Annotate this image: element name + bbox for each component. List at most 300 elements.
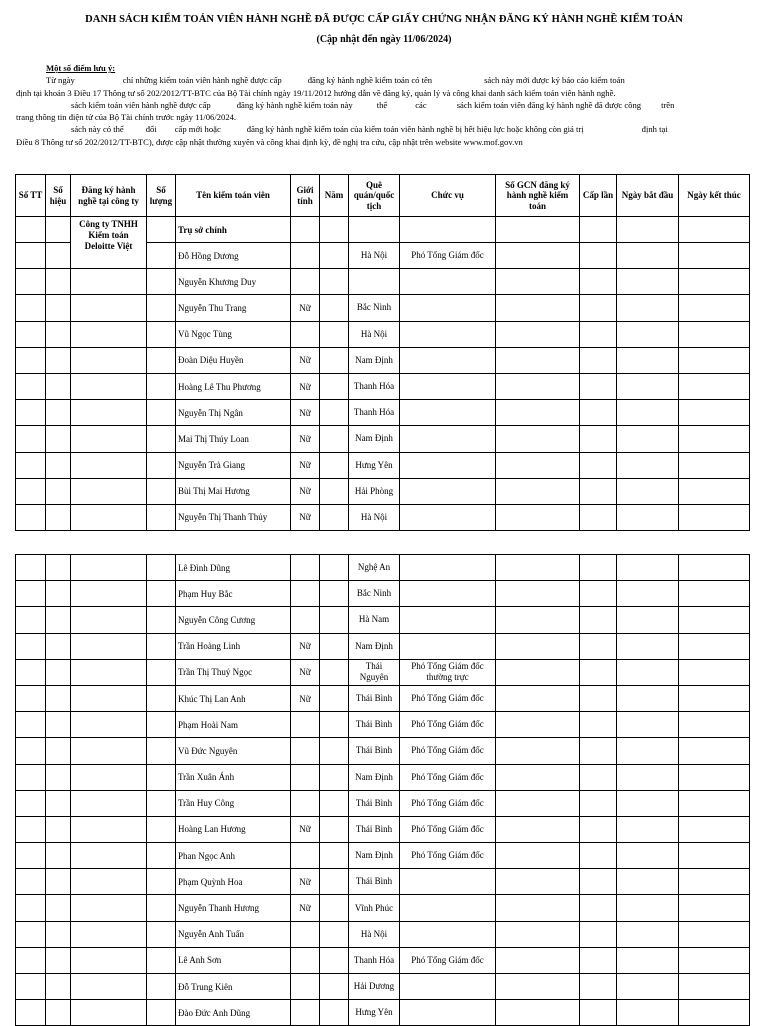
- note-text: đăng ký hành nghề kiểm toán này: [236, 99, 353, 110]
- cell-ten: Trần Thị Thuý Ngọc: [176, 659, 291, 685]
- cell-sogcn: [496, 974, 580, 1000]
- table-cell: [617, 217, 679, 243]
- table-row: [16, 764, 750, 790]
- cell-chucvu: [400, 869, 496, 895]
- cell-nam: [320, 321, 349, 347]
- note-text: Từ ngày: [46, 75, 75, 86]
- cell-ten: Trần Xuân Ánh: [176, 764, 291, 790]
- cell-chucvu: [400, 633, 496, 659]
- cell-batdau: [617, 633, 679, 659]
- cell-que: Nam Định: [349, 347, 400, 373]
- cell-batdau: [617, 504, 679, 530]
- cell-dangky: [71, 452, 147, 478]
- cell-sohieu: [46, 790, 71, 816]
- cell-ketthuc: [679, 243, 750, 269]
- branch-label: Trụ sở chính: [176, 217, 291, 243]
- cell-gioitinh: Nữ: [291, 895, 320, 921]
- cell-caplan: [580, 607, 617, 633]
- cell-ten: Nguyễn Công Cương: [176, 607, 291, 633]
- table-cell: [147, 217, 176, 243]
- cell-batdau: [617, 426, 679, 452]
- table-row: [16, 895, 750, 921]
- cell-stt: [16, 921, 46, 947]
- cell-sogcn: [496, 400, 580, 426]
- cell-soluong: [147, 243, 176, 269]
- col-header-ketthuc: Ngày kết thúc: [679, 175, 750, 217]
- cell-stt: [16, 712, 46, 738]
- cell-que: Nam Định: [349, 764, 400, 790]
- cell-sohieu: [46, 869, 71, 895]
- note-line-5: [16, 123, 754, 135]
- cell-que: Thái Bình: [349, 790, 400, 816]
- col-header-soluong: Số lượng: [147, 175, 176, 217]
- note-text: sách này mới được ký báo cáo kiểm toán: [484, 75, 625, 86]
- cell-dangky: [71, 712, 147, 738]
- cell-ketthuc: [679, 504, 750, 530]
- cell-gioitinh: [291, 712, 320, 738]
- note-text: chỉ những kiểm toán viên hành nghề được cấp: [122, 75, 282, 86]
- cell-soluong: [147, 895, 176, 921]
- cell-stt: [16, 685, 46, 711]
- cell-sogcn: [496, 478, 580, 504]
- cell-soluong: [147, 426, 176, 452]
- cell-caplan: [580, 400, 617, 426]
- cell-gioitinh: [291, 764, 320, 790]
- cell-ten: Nguyễn Trà Giang: [176, 452, 291, 478]
- cell-gioitinh: Nữ: [291, 659, 320, 685]
- cell-stt: [16, 478, 46, 504]
- cell-stt: [16, 790, 46, 816]
- cell-gioitinh: [291, 738, 320, 764]
- col-header-caplan: Cấp lần: [580, 175, 617, 217]
- cell-dangky: [71, 607, 147, 633]
- note-text: cấp mới hoặc: [174, 124, 221, 135]
- cell-nam: [320, 295, 349, 321]
- cell-que: Nghệ An: [349, 555, 400, 581]
- cell-nam: [320, 738, 349, 764]
- col-header-ten: Tên kiểm toán viên: [176, 175, 291, 217]
- cell-nam: [320, 607, 349, 633]
- cell-sohieu: [46, 452, 71, 478]
- cell-caplan: [580, 974, 617, 1000]
- cell-stt: [16, 738, 46, 764]
- cell-ketthuc: [679, 478, 750, 504]
- note-text: đăng ký hành nghề kiểm toán có tên: [307, 75, 433, 86]
- cell-nam: [320, 347, 349, 373]
- cell-stt: [16, 581, 46, 607]
- cell-batdau: [617, 816, 679, 842]
- cell-stt: [16, 947, 46, 973]
- cell-nam: [320, 843, 349, 869]
- cell-soluong: [147, 738, 176, 764]
- cell-que: Hưng Yên: [349, 452, 400, 478]
- cell-nam: [320, 764, 349, 790]
- cell-que: Nam Định: [349, 426, 400, 452]
- cell-caplan: [580, 1000, 617, 1026]
- cell-dangky: [71, 426, 147, 452]
- cell-dangky: [71, 921, 147, 947]
- cell-chucvu: Phó Tổng Giám đốc: [400, 764, 496, 790]
- cell-ketthuc: [679, 685, 750, 711]
- cell-chucvu: Phó Tổng Giám đốc: [400, 738, 496, 764]
- cell-ten: Mai Thị Thúy Loan: [176, 426, 291, 452]
- cell-caplan: [580, 504, 617, 530]
- cell-soluong: [147, 790, 176, 816]
- cell-stt: [16, 269, 46, 295]
- cell-sohieu: [46, 321, 71, 347]
- cell-ketthuc: [679, 843, 750, 869]
- cell-gioitinh: [291, 947, 320, 973]
- note-text: định tại: [641, 124, 668, 135]
- cell-ketthuc: [679, 869, 750, 895]
- cell-sogcn: [496, 921, 580, 947]
- cell-ten: Nguyễn Thanh Hương: [176, 895, 291, 921]
- cell-gioitinh: [291, 921, 320, 947]
- cell-stt: [16, 400, 46, 426]
- cell-soluong: [147, 269, 176, 295]
- cell-ten: Phạm Huy Bắc: [176, 581, 291, 607]
- cell-sogcn: [496, 243, 580, 269]
- cell-que: Thái Nguyên: [349, 659, 400, 685]
- cell-chucvu: [400, 921, 496, 947]
- cell-chucvu: [400, 373, 496, 399]
- cell-caplan: [580, 947, 617, 973]
- cell-batdau: [617, 478, 679, 504]
- cell-sohieu: [46, 269, 71, 295]
- company-name: Công ty TNHH Kiểm toán Deloitte Việt: [71, 217, 147, 269]
- cell-ketthuc: [679, 1000, 750, 1026]
- cell-dangky: [71, 269, 147, 295]
- cell-batdau: [617, 555, 679, 581]
- cell-que: Thái Bình: [349, 685, 400, 711]
- cell-ketthuc: [679, 921, 750, 947]
- cell-chucvu: [400, 504, 496, 530]
- cell-soluong: [147, 321, 176, 347]
- cell-ketthuc: [679, 452, 750, 478]
- cell-batdau: [617, 921, 679, 947]
- cell-sogcn: [496, 504, 580, 530]
- cell-chucvu: Phó Tổng Giám đốc thường trực: [400, 659, 496, 685]
- cell-chucvu: [400, 555, 496, 581]
- table-row: [16, 843, 750, 869]
- table-row: [16, 400, 750, 426]
- cell-sohieu: [46, 581, 71, 607]
- cell-sohieu: [46, 895, 71, 921]
- cell-soluong: [147, 659, 176, 685]
- cell-batdau: [617, 974, 679, 1000]
- cell-ketthuc: [679, 347, 750, 373]
- cell-dangky: [71, 633, 147, 659]
- note-line-2: định tại khoản 3 Điều 17 Thông tư số 202/2012/TT-BTC của Bộ Tài chính ngày 19/11/2012 hướng dẫn về đăng ký, quản lý và công khai danh sách kiểm toán viên hành nghề.: [16, 87, 616, 98]
- notes-section: [16, 62, 754, 148]
- cell-dangky: [71, 555, 147, 581]
- table-row: [16, 373, 750, 399]
- cell-que: Hà Nội: [349, 921, 400, 947]
- cell-ten: Hoàng Lê Thu Phương: [176, 373, 291, 399]
- cell-batdau: [617, 712, 679, 738]
- cell-que: Vĩnh Phúc: [349, 895, 400, 921]
- cell-stt: [16, 895, 46, 921]
- cell-batdau: [617, 373, 679, 399]
- col-header-gioitinh: Giới tính: [291, 175, 320, 217]
- cell-nam: [320, 426, 349, 452]
- cell-stt: [16, 504, 46, 530]
- cell-caplan: [580, 921, 617, 947]
- table-row: [16, 321, 750, 347]
- cell-sohieu: [46, 974, 71, 1000]
- cell-batdau: [617, 269, 679, 295]
- auditor-table-1: [15, 174, 750, 531]
- table-cell: [320, 217, 349, 243]
- cell-que: Hà Nội: [349, 504, 400, 530]
- cell-soluong: [147, 921, 176, 947]
- cell-sogcn: [496, 347, 580, 373]
- cell-nam: [320, 659, 349, 685]
- cell-sogcn: [496, 869, 580, 895]
- cell-sohieu: [46, 685, 71, 711]
- cell-sohieu: [46, 295, 71, 321]
- cell-soluong: [147, 400, 176, 426]
- cell-stt: [16, 764, 46, 790]
- cell-sogcn: [496, 321, 580, 347]
- cell-chucvu: [400, 581, 496, 607]
- col-header-stt: Số TT: [16, 175, 46, 217]
- cell-chucvu: [400, 347, 496, 373]
- cell-nam: [320, 712, 349, 738]
- table-cell: [349, 217, 400, 243]
- cell-ketthuc: [679, 790, 750, 816]
- cell-stt: [16, 659, 46, 685]
- col-header-dangky: Đăng ký hành nghề tại công ty: [71, 175, 147, 217]
- cell-dangky: [71, 974, 147, 1000]
- cell-stt: [16, 347, 46, 373]
- cell-sohieu: [46, 816, 71, 842]
- cell-sohieu: [46, 400, 71, 426]
- cell-dangky: [71, 373, 147, 399]
- cell-ten: Vũ Đức Nguyên: [176, 738, 291, 764]
- cell-nam: [320, 790, 349, 816]
- cell-sogcn: [496, 452, 580, 478]
- cell-stt: [16, 555, 46, 581]
- cell-batdau: [617, 295, 679, 321]
- page-subtitle: (Cập nhật đến ngày 11/06/2024): [316, 34, 452, 45]
- cell-ketthuc: [679, 269, 750, 295]
- cell-dangky: [71, 685, 147, 711]
- page-title: DANH SÁCH KIỂM TOÁN VIÊN HÀNH NGHỀ ĐÃ ĐƯỢC CẤP GIẤY CHỨNG NHẬN ĐĂNG KÝ HÀNH NGHỀ KIỂM TOÁN: [85, 14, 683, 25]
- cell-ten: Đỗ Hồng Dương: [176, 243, 291, 269]
- note-line-3: [16, 99, 754, 111]
- cell-que: Bắc Ninh: [349, 295, 400, 321]
- cell-nam: [320, 504, 349, 530]
- cell-soluong: [147, 452, 176, 478]
- cell-ketthuc: [679, 659, 750, 685]
- cell-nam: [320, 921, 349, 947]
- cell-chucvu: Phó Tổng Giám đốc: [400, 712, 496, 738]
- cell-caplan: [580, 555, 617, 581]
- cell-chucvu: [400, 400, 496, 426]
- cell-sohieu: [46, 712, 71, 738]
- cell-gioitinh: [291, 269, 320, 295]
- cell-stt: [16, 816, 46, 842]
- cell-gioitinh: Nữ: [291, 400, 320, 426]
- cell-nam: [320, 1000, 349, 1026]
- cell-gioitinh: Nữ: [291, 347, 320, 373]
- cell-ketthuc: [679, 295, 750, 321]
- cell-ten: Nguyễn Thị Ngân: [176, 400, 291, 426]
- table-cell: [496, 217, 580, 243]
- cell-sohieu: [46, 738, 71, 764]
- cell-que: Bắc Ninh: [349, 581, 400, 607]
- note-text: trên: [661, 99, 675, 110]
- cell-batdau: [617, 452, 679, 478]
- cell-sogcn: [496, 895, 580, 921]
- cell-ten: Trần Huy Công: [176, 790, 291, 816]
- cell-soluong: [147, 633, 176, 659]
- cell-sohieu: [46, 426, 71, 452]
- cell-chucvu: [400, 269, 496, 295]
- cell-caplan: [580, 478, 617, 504]
- cell-gioitinh: [291, 790, 320, 816]
- cell-batdau: [617, 738, 679, 764]
- cell-batdau: [617, 243, 679, 269]
- cell-ketthuc: [679, 974, 750, 1000]
- cell-caplan: [580, 243, 617, 269]
- cell-sogcn: [496, 581, 580, 607]
- table-row: [16, 347, 750, 373]
- cell-sogcn: [496, 843, 580, 869]
- note-text: sách này có thể: [71, 124, 124, 135]
- cell-caplan: [580, 581, 617, 607]
- cell-chucvu: [400, 321, 496, 347]
- note-text: thể: [376, 99, 388, 110]
- table-row: [16, 921, 750, 947]
- cell-batdau: [617, 790, 679, 816]
- cell-caplan: [580, 712, 617, 738]
- cell-dangky: [71, 816, 147, 842]
- cell-dangky: [71, 947, 147, 973]
- cell-caplan: [580, 790, 617, 816]
- cell-chucvu: [400, 452, 496, 478]
- cell-soluong: [147, 295, 176, 321]
- cell-soluong: [147, 764, 176, 790]
- cell-stt: [16, 243, 46, 269]
- cell-batdau: [617, 764, 679, 790]
- cell-dangky: [71, 895, 147, 921]
- cell-ketthuc: [679, 895, 750, 921]
- cell-caplan: [580, 869, 617, 895]
- cell-caplan: [580, 685, 617, 711]
- cell-stt: [16, 373, 46, 399]
- note-line-6: Điều 8 Thông tư số 202/2012/TT-BTC), được cập nhật thường xuyên và công khai định kỳ, đề nghị tra cứu, cập nhật trên website www.mof.gov.vn: [16, 136, 523, 147]
- cell-dangky: [71, 321, 147, 347]
- cell-batdau: [617, 947, 679, 973]
- cell-ten: Khúc Thị Lan Anh: [176, 685, 291, 711]
- cell-sohieu: [46, 921, 71, 947]
- cell-sogcn: [496, 373, 580, 399]
- cell-ten: Đoàn Diệu Huyền: [176, 347, 291, 373]
- cell-sohieu: [46, 373, 71, 399]
- cell-stt: [16, 426, 46, 452]
- table-row: [16, 217, 750, 243]
- cell-ketthuc: [679, 816, 750, 842]
- cell-stt: [16, 869, 46, 895]
- cell-gioitinh: Nữ: [291, 869, 320, 895]
- cell-ten: Nguyễn Thu Trang: [176, 295, 291, 321]
- cell-ketthuc: [679, 400, 750, 426]
- cell-caplan: [580, 269, 617, 295]
- cell-dangky: [71, 295, 147, 321]
- cell-ten: Phan Ngọc Anh: [176, 843, 291, 869]
- cell-ketthuc: [679, 712, 750, 738]
- cell-nam: [320, 685, 349, 711]
- table-row: [16, 712, 750, 738]
- cell-nam: [320, 373, 349, 399]
- cell-chucvu: Phó Tổng Giám đốc: [400, 790, 496, 816]
- cell-sogcn: [496, 633, 580, 659]
- cell-sohieu: [46, 843, 71, 869]
- cell-ten: Hoàng Lan Hương: [176, 816, 291, 842]
- cell-soluong: [147, 843, 176, 869]
- cell-soluong: [147, 504, 176, 530]
- cell-sogcn: [496, 764, 580, 790]
- cell-caplan: [580, 843, 617, 869]
- cell-dangky: [71, 1000, 147, 1026]
- cell-stt: [16, 452, 46, 478]
- cell-ketthuc: [679, 738, 750, 764]
- cell-gioitinh: Nữ: [291, 478, 320, 504]
- cell-soluong: [147, 478, 176, 504]
- cell-sohieu: [46, 659, 71, 685]
- table-row: [16, 295, 750, 321]
- cell-nam: [320, 816, 349, 842]
- cell-nam: [320, 243, 349, 269]
- cell-nam: [320, 895, 349, 921]
- cell-soluong: [147, 347, 176, 373]
- cell-ketthuc: [679, 555, 750, 581]
- cell-sohieu: [46, 478, 71, 504]
- table-row: [16, 426, 750, 452]
- cell-que: Nam Định: [349, 843, 400, 869]
- table-row: [16, 478, 750, 504]
- cell-sogcn: [496, 685, 580, 711]
- note-text: sách kiểm toán viên hành nghề được cấp: [71, 99, 211, 110]
- auditor-table-2: [15, 554, 750, 1026]
- table-row: [16, 581, 750, 607]
- cell-ten: Vũ Ngọc Tùng: [176, 321, 291, 347]
- cell-batdau: [617, 869, 679, 895]
- cell-nam: [320, 869, 349, 895]
- cell-soluong: [147, 607, 176, 633]
- cell-batdau: [617, 347, 679, 373]
- cell-gioitinh: Nữ: [291, 504, 320, 530]
- cell-caplan: [580, 373, 617, 399]
- col-header-chucvu: Chức vụ: [400, 175, 496, 217]
- cell-soluong: [147, 373, 176, 399]
- cell-batdau: [617, 581, 679, 607]
- cell-gioitinh: Nữ: [291, 633, 320, 659]
- cell-gioitinh: [291, 321, 320, 347]
- cell-batdau: [617, 321, 679, 347]
- cell-chucvu: [400, 295, 496, 321]
- cell-caplan: [580, 295, 617, 321]
- col-header-batdau: Ngày bắt đầu: [617, 175, 679, 217]
- cell-ketthuc: [679, 581, 750, 607]
- cell-sohieu: [46, 347, 71, 373]
- cell-gioitinh: [291, 843, 320, 869]
- cell-sogcn: [496, 607, 580, 633]
- cell-sogcn: [496, 790, 580, 816]
- cell-stt: [16, 295, 46, 321]
